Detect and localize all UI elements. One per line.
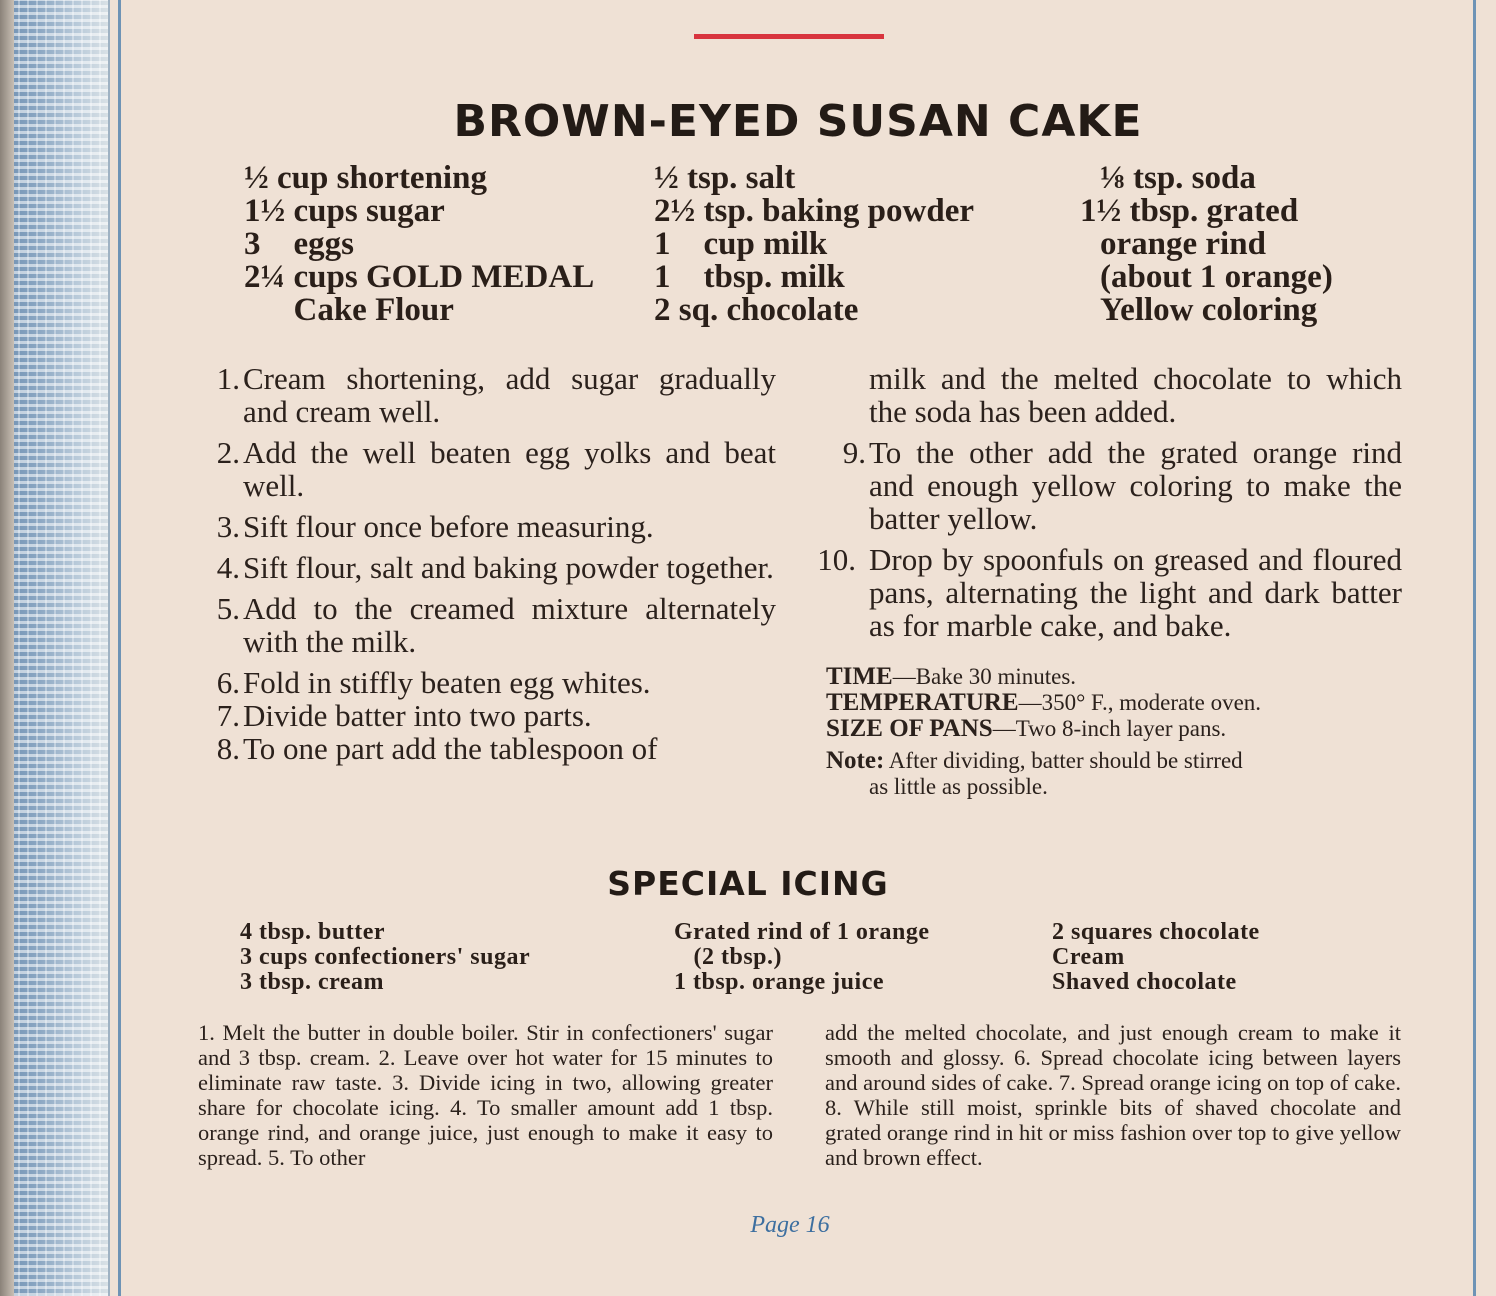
binding-edge [0, 0, 14, 1296]
ingredients-column-2 [654, 162, 974, 327]
steps-left-column [200, 362, 776, 765]
ingredient-item: 1½ cups sugar [244, 193, 445, 229]
note-line-continued: as little as possible. [869, 774, 1048, 799]
ingredients-column-3 [1080, 162, 1333, 327]
ingredient-item: 1 tbsp. milk [654, 259, 845, 295]
time-line: TIME—Bake 30 minutes. [826, 663, 1077, 690]
recipe-title: BROWN-EYED SUSAN CAKE [453, 96, 1143, 147]
icing-ingredient-item: 1 tbsp. orange juice [674, 969, 884, 995]
step-item: 7. Divide batter into two parts. [216, 698, 592, 733]
note-line: Note: After dividing, batter should be stirred [826, 747, 1243, 774]
booklet-binding-pattern [0, 0, 110, 1296]
icing-ingredient-item: Grated rind of 1 orange [674, 919, 930, 945]
ingredient-item: 2½ tsp. baking powder [654, 193, 974, 229]
icing-ingredient-item: 2 squares chocolate [1052, 919, 1260, 945]
ingredient-item: ½ cup shortening [244, 160, 487, 196]
red-divider [694, 34, 884, 39]
icing-ingredient-item: 4 tbsp. butter [240, 919, 386, 945]
pan-size-line: SIZE OF PANS—Two 8-inch layer pans. [826, 715, 1227, 742]
step-item: 5. Add to the creamed mixture alternately with the milk. [216, 591, 776, 659]
icing-ingredients-column-1 [240, 920, 530, 995]
step-item: 6. Fold in stiffly beaten egg whites. [216, 665, 651, 700]
step-item: 3. Sift flour once before measuring. [216, 509, 654, 544]
ingredients-column-1 [244, 162, 594, 327]
ingredient-item: 3 eggs [244, 226, 354, 262]
step-item: 9. To the other add the grated orange rind and enough yellow coloring to make the batter yellow. [842, 435, 1402, 536]
icing-ingredient-item: Shaved chocolate [1052, 969, 1237, 995]
baking-notes [826, 664, 1401, 800]
step-item: 8. To one part add the tablespoon of [216, 731, 658, 766]
ingredient-item: 2 sq. chocolate [654, 292, 859, 328]
ingredient-item: 1½ tbsp. grated [1080, 193, 1299, 229]
ingredient-item: ½ tsp. salt [654, 160, 796, 196]
steps-right-column [817, 361, 1402, 650]
icing-title: SPECIAL ICING [607, 864, 889, 903]
icing-method-left: 1. Melt the butter in double boiler. Stir in confectioners' sugar and 3 tbsp. cream. 2. Leave over hot water for 15 minutes to eliminate raw taste. 3. Divide icing in two, allowing greater share for chocolate icing. 4. To smaller amount add 1 tbsp. orange rind, and orange juice, just enough to make it easy to spread. 5. To other [198, 1020, 773, 1170]
ingredient-item: 2¼ cups GOLD MEDAL [244, 259, 595, 295]
page-number: Page 16 [750, 1212, 830, 1238]
icing-ingredients-column-3 [1052, 920, 1260, 995]
icing-ingredient-item: (2 tbsp.) [674, 944, 783, 970]
icing-ingredient-item: 3 tbsp. cream [240, 969, 385, 995]
ingredient-item: Yellow coloring [1100, 292, 1318, 328]
step-item: 1. Cream shortening, add sugar gradually and cream well. [216, 361, 776, 429]
ingredient-item: 1 cup milk [654, 226, 828, 262]
ingredient-item: ⅛ tsp. soda [1100, 160, 1256, 196]
icing-method-right: add the melted chocolate, and just enough cream to make it smooth and glossy. 6. Spread chocolate icing between layers and around sides of cake. 7. Spread orange icing on top of cake. 8. While still moist, sprinkle bits of shaved chocolate and grated orange rind in hit or miss fashion over top to give yellow and brown effect. [825, 1020, 1401, 1170]
temperature-line: TEMPERATURE—350° F., moderate oven. [826, 689, 1262, 716]
step-item: 4. Sift flour, salt and baking powder together. [216, 550, 774, 585]
ingredient-item: orange rind [1100, 226, 1266, 262]
step-8-continued: milk and the melted chocolate to which the soda has been added. [869, 361, 1402, 429]
icing-ingredient-item: Cream [1052, 944, 1125, 970]
step-item: 10. Drop by spoonfuls on greased and floured pans, alternating the light and dark batter as for marble cake, and bake. [817, 542, 1402, 643]
icing-ingredients-column-2 [674, 920, 929, 995]
icing-ingredient-item: 3 cups confectioners' sugar [240, 944, 531, 970]
ingredient-item: (about 1 orange) [1100, 259, 1333, 295]
ingredient-item: Cake Flour [244, 292, 454, 328]
step-item: 2. Add the well beaten egg yolks and beat well. [216, 435, 776, 503]
